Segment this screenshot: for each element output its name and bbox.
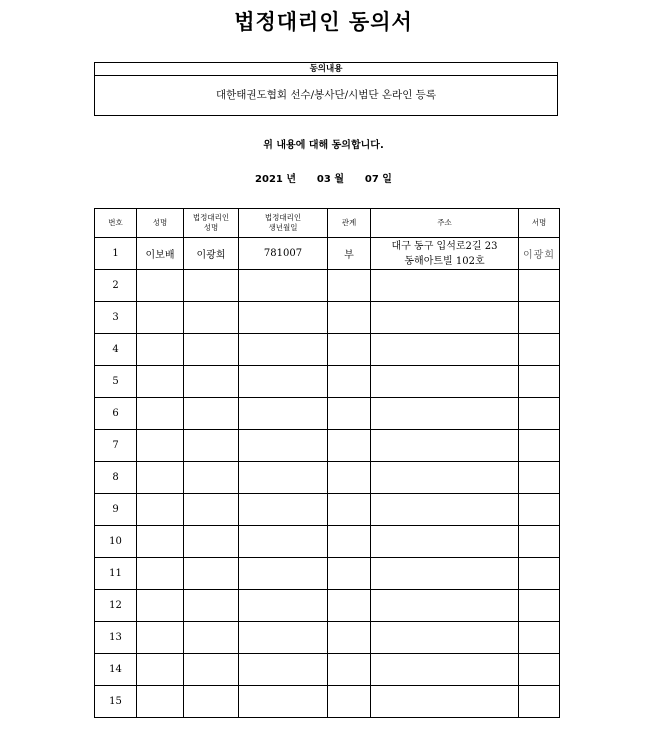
cell-number: 7 [95, 430, 137, 462]
cell-relation [328, 302, 371, 334]
cell-relation [328, 462, 371, 494]
cell-guardian-name [184, 302, 239, 334]
date-line [0, 170, 647, 185]
cell-address [371, 430, 519, 462]
cell-guardian-birth: 781007 [239, 238, 328, 270]
cell-name: 이보배 [137, 238, 184, 270]
cell-relation [328, 622, 371, 654]
cell-relation [328, 398, 371, 430]
cell-signature [519, 686, 560, 718]
cell-address [371, 686, 519, 718]
cell-relation [328, 334, 371, 366]
table-row [95, 398, 560, 430]
header-name: 성명 [137, 209, 184, 238]
cell-guardian-name [184, 590, 239, 622]
table-row [95, 270, 560, 302]
cell-signature [519, 622, 560, 654]
table-row [95, 462, 560, 494]
cell-guardian-birth [239, 558, 328, 590]
table-row [95, 430, 560, 462]
cell-guardian-name: 이광희 [184, 238, 239, 270]
cell-signature [519, 334, 560, 366]
cell-name [137, 462, 184, 494]
table-header-row [95, 209, 560, 238]
cell-address [371, 622, 519, 654]
cell-signature [519, 526, 560, 558]
cell-number: 12 [95, 590, 137, 622]
cell-guardian-birth [239, 366, 328, 398]
cell-relation [328, 686, 371, 718]
cell-guardian-name [184, 270, 239, 302]
cell-signature [519, 654, 560, 686]
cell-guardian-name [184, 430, 239, 462]
cell-guardian-name [184, 398, 239, 430]
cell-address [371, 494, 519, 526]
cell-guardian-birth [239, 430, 328, 462]
cell-name [137, 494, 184, 526]
cell-address [371, 398, 519, 430]
cell-number: 6 [95, 398, 137, 430]
cell-address [371, 270, 519, 302]
header-guardian-name: 법정대리인 성명 [184, 209, 239, 238]
cell-guardian-birth [239, 590, 328, 622]
cell-guardian-birth [239, 462, 328, 494]
table-body [95, 238, 560, 718]
cell-guardian-birth [239, 654, 328, 686]
cell-relation: 부 [328, 238, 371, 270]
table-row [95, 558, 560, 590]
cell-address [371, 526, 519, 558]
cell-guardian-birth [239, 686, 328, 718]
cell-name [137, 430, 184, 462]
cell-name [137, 270, 184, 302]
cell-guardian-birth [239, 494, 328, 526]
cell-name [137, 366, 184, 398]
cell-address [371, 654, 519, 686]
cell-guardian-name [184, 558, 239, 590]
cell-relation [328, 494, 371, 526]
cell-relation [328, 590, 371, 622]
date-day-unit: 일 [382, 174, 392, 185]
date-day: 07 [364, 174, 379, 185]
cell-relation [328, 558, 371, 590]
cell-address [371, 366, 519, 398]
cell-number: 5 [95, 366, 137, 398]
cell-number: 2 [95, 270, 137, 302]
cell-signature [519, 302, 560, 334]
cell-address [371, 590, 519, 622]
consent-body: 대한태권도협회 선수/봉사단/시범단 온라인 등록 [216, 89, 436, 101]
cell-name [137, 622, 184, 654]
cell-number: 10 [95, 526, 137, 558]
cell-name [137, 654, 184, 686]
table-row [95, 494, 560, 526]
cell-number: 9 [95, 494, 137, 526]
cell-relation [328, 526, 371, 558]
table-row [95, 334, 560, 366]
cell-relation [328, 366, 371, 398]
consent-content-box [94, 62, 558, 116]
cell-number: 14 [95, 654, 137, 686]
cell-address: 대구 동구 입석로2길 23 동해아트빌 102호 [371, 238, 519, 270]
cell-guardian-birth [239, 398, 328, 430]
cell-signature: 이광희 [519, 238, 560, 270]
cell-guardian-birth [239, 270, 328, 302]
header-number: 번호 [95, 209, 137, 238]
date-month-unit: 월 [334, 174, 344, 185]
table-row [95, 654, 560, 686]
header-address: 주소 [371, 209, 519, 238]
cell-guardian-birth [239, 526, 328, 558]
cell-signature [519, 270, 560, 302]
consent-header: 동의내용 [95, 63, 557, 76]
cell-signature [519, 558, 560, 590]
document-title: 법정대리인 동의서 [234, 9, 413, 34]
cell-number: 11 [95, 558, 137, 590]
table-row [95, 590, 560, 622]
table-row [95, 686, 560, 718]
cell-guardian-name [184, 334, 239, 366]
cell-name [137, 686, 184, 718]
cell-guardian-birth [239, 334, 328, 366]
header-relation: 관계 [328, 209, 371, 238]
date-year-unit: 년 [286, 174, 297, 185]
cell-signature [519, 430, 560, 462]
header-guardian-birth: 법정대리인 생년월일 [239, 209, 328, 238]
cell-name [137, 590, 184, 622]
cell-guardian-name [184, 462, 239, 494]
table-row [95, 302, 560, 334]
guardian-roster-table [94, 208, 560, 718]
cell-number: 13 [95, 622, 137, 654]
date-month: 03 [316, 174, 331, 185]
cell-name [137, 558, 184, 590]
cell-guardian-name [184, 686, 239, 718]
cell-guardian-name [184, 622, 239, 654]
cell-number: 3 [95, 302, 137, 334]
cell-name [137, 302, 184, 334]
cell-number: 8 [95, 462, 137, 494]
agreement-statement: 위 내용에 대해 동의합니다. [263, 140, 384, 151]
cell-address [371, 558, 519, 590]
cell-signature [519, 494, 560, 526]
cell-guardian-name [184, 366, 239, 398]
table-row [95, 238, 560, 270]
cell-guardian-name [184, 494, 239, 526]
cell-number: 1 [95, 238, 137, 270]
cell-name [137, 526, 184, 558]
cell-name [137, 398, 184, 430]
cell-address [371, 462, 519, 494]
cell-guardian-name [184, 526, 239, 558]
header-signature: 서명 [519, 209, 560, 238]
cell-guardian-birth [239, 302, 328, 334]
cell-relation [328, 270, 371, 302]
date-year: 2021 [255, 174, 283, 185]
cell-relation [328, 430, 371, 462]
table-row [95, 366, 560, 398]
table-row [95, 622, 560, 654]
cell-number: 15 [95, 686, 137, 718]
table-row [95, 526, 560, 558]
cell-guardian-name [184, 654, 239, 686]
cell-name [137, 334, 184, 366]
cell-relation [328, 654, 371, 686]
cell-address [371, 334, 519, 366]
cell-signature [519, 398, 560, 430]
cell-number: 4 [95, 334, 137, 366]
cell-address [371, 302, 519, 334]
cell-signature [519, 462, 560, 494]
cell-guardian-birth [239, 622, 328, 654]
cell-signature [519, 366, 560, 398]
cell-signature [519, 590, 560, 622]
